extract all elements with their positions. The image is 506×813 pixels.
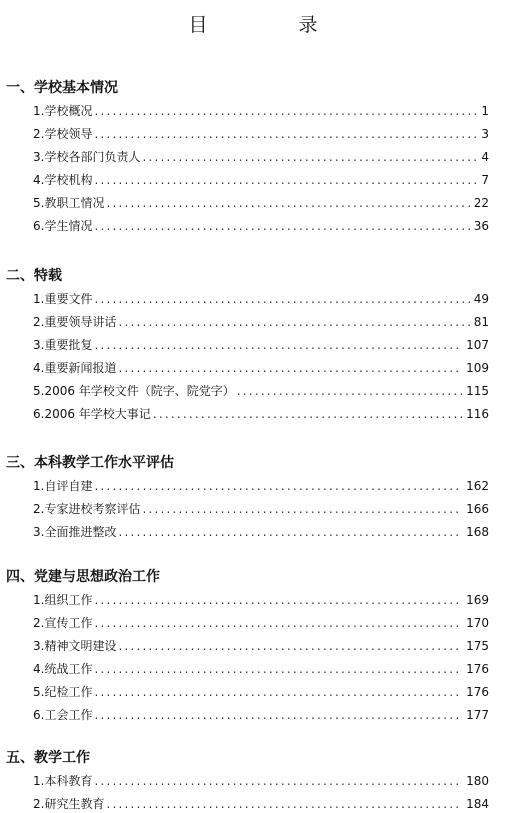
toc-entry[interactable]	[33, 795, 489, 813]
toc-entry[interactable]	[33, 382, 489, 400]
toc-entry-page-number: 180	[466, 774, 489, 788]
toc-entry-page-number: 3	[481, 126, 489, 141]
dot-leader	[118, 315, 469, 329]
toc-entry-label: 5.2006 年学校文件（院字、院党字）	[33, 383, 235, 398]
toc-entry[interactable]	[33, 772, 489, 790]
toc-entry-label: 2.专家进校考察评估	[33, 501, 141, 516]
toc-entry-page-number: 22	[473, 195, 489, 210]
toc-entry[interactable]	[33, 336, 489, 354]
dot-leader	[153, 407, 462, 421]
toc-entry-page-number: 176	[466, 684, 489, 699]
toc-entry-page-number: 166	[466, 501, 489, 516]
dot-leader	[94, 774, 462, 788]
toc-entry[interactable]	[33, 148, 489, 166]
toc-entry-label: 1.本科教育	[33, 774, 93, 788]
dot-leader	[118, 525, 462, 539]
dot-leader	[118, 639, 462, 653]
toc-entry-page-number: 169	[466, 593, 489, 607]
toc-entry-page-number: 116	[466, 406, 489, 421]
toc-entry-page-number: 176	[466, 661, 489, 676]
toc-entry-label: 3.学校各部门负责人	[33, 149, 141, 164]
toc-entry-page-number: 1	[481, 104, 489, 118]
toc-entry-label: 1.组织工作	[33, 593, 93, 607]
page-title: 目 录	[188, 14, 354, 36]
toc-entry-label: 4.统战工作	[33, 661, 93, 676]
dot-leader	[118, 361, 462, 375]
toc-entry[interactable]	[33, 706, 489, 724]
dot-leader	[94, 219, 469, 233]
toc-entry-page-number: 175	[466, 638, 489, 653]
dot-leader	[142, 150, 477, 164]
toc-entry[interactable]	[33, 217, 489, 235]
toc-entry[interactable]	[33, 359, 489, 377]
toc-entry[interactable]	[33, 125, 489, 143]
toc-entry-label: 6.2006 年学校大事记	[33, 406, 151, 421]
toc-entry-page-number: 170	[466, 615, 489, 630]
dot-leader	[94, 338, 462, 352]
toc-entry[interactable]	[33, 660, 489, 678]
toc-entry[interactable]	[33, 637, 489, 655]
toc-entry-page-number: 49	[473, 292, 489, 306]
section-heading: 五、教学工作	[6, 750, 90, 766]
toc-entry[interactable]	[33, 194, 489, 212]
dot-leader	[94, 479, 462, 493]
toc-entry[interactable]	[33, 523, 489, 541]
toc-entry[interactable]	[33, 683, 489, 701]
toc-entry-label: 2.宣传工作	[33, 615, 93, 630]
toc-entry-label: 2.研究生教育	[33, 796, 105, 811]
dot-leader	[94, 127, 477, 141]
section-heading: 四、党建与思想政治工作	[6, 569, 160, 585]
toc-entry-label: 2.学校领导	[33, 126, 93, 141]
toc-entry[interactable]	[33, 477, 489, 495]
section-heading: 一、学校基本情况	[6, 80, 118, 96]
toc-entry[interactable]	[33, 290, 489, 308]
dot-leader	[94, 593, 462, 607]
section-heading: 三、本科教学工作水平评估	[6, 455, 174, 471]
toc-entry-page-number: 162	[466, 479, 489, 493]
dot-leader	[94, 662, 462, 676]
dot-leader	[94, 616, 462, 630]
toc-entry[interactable]	[33, 614, 489, 632]
toc-entry-label: 5.教职工情况	[33, 195, 105, 210]
toc-entry-page-number: 7	[481, 172, 489, 187]
toc-entry[interactable]	[33, 591, 489, 609]
dot-leader	[106, 196, 469, 210]
toc-entry-page-number: 177	[466, 707, 489, 722]
toc-entry-label: 6.学生情况	[33, 218, 93, 233]
toc-entry-page-number: 4	[481, 149, 489, 164]
toc-entry-page-number: 115	[466, 383, 489, 398]
toc-entry-page-number: 36	[473, 218, 489, 233]
toc-entry-label: 6.工会工作	[33, 707, 93, 722]
toc-entry-page-number: 109	[466, 360, 489, 375]
toc-entry-label: 3.全面推进整改	[33, 524, 117, 539]
toc-entry-label: 1.重要文件	[33, 292, 93, 306]
dot-leader	[94, 292, 469, 306]
toc-entry-label: 3.精神文明建设	[33, 638, 117, 653]
toc-entry[interactable]	[33, 500, 489, 518]
toc-entry-label: 4.重要新闻报道	[33, 360, 117, 375]
toc-entry-label: 3.重要批复	[33, 337, 93, 352]
dot-leader	[106, 797, 462, 811]
dot-leader	[94, 685, 462, 699]
section-heading: 二、特载	[6, 268, 62, 284]
dot-leader	[94, 708, 462, 722]
toc-entry[interactable]	[33, 102, 489, 120]
toc-entry-label: 1.自评自建	[33, 479, 93, 493]
dot-leader	[94, 104, 477, 118]
toc-entry-page-number: 184	[466, 796, 489, 811]
toc-entry-page-number: 107	[466, 337, 489, 352]
dot-leader	[142, 502, 462, 516]
toc-entry[interactable]	[33, 171, 489, 189]
dot-leader	[94, 173, 477, 187]
toc-entry[interactable]	[33, 313, 489, 331]
toc-entry-label: 5.纪检工作	[33, 684, 93, 699]
toc-entry-page-number: 81	[473, 314, 489, 329]
toc-entry-label: 4.学校机构	[33, 172, 93, 187]
dot-leader	[237, 384, 462, 398]
toc-entry-label: 1.学校概况	[33, 104, 93, 118]
toc-entry-page-number: 168	[466, 524, 489, 539]
toc-entry[interactable]	[33, 405, 489, 423]
toc-entry-label: 2.重要领导讲话	[33, 314, 117, 329]
